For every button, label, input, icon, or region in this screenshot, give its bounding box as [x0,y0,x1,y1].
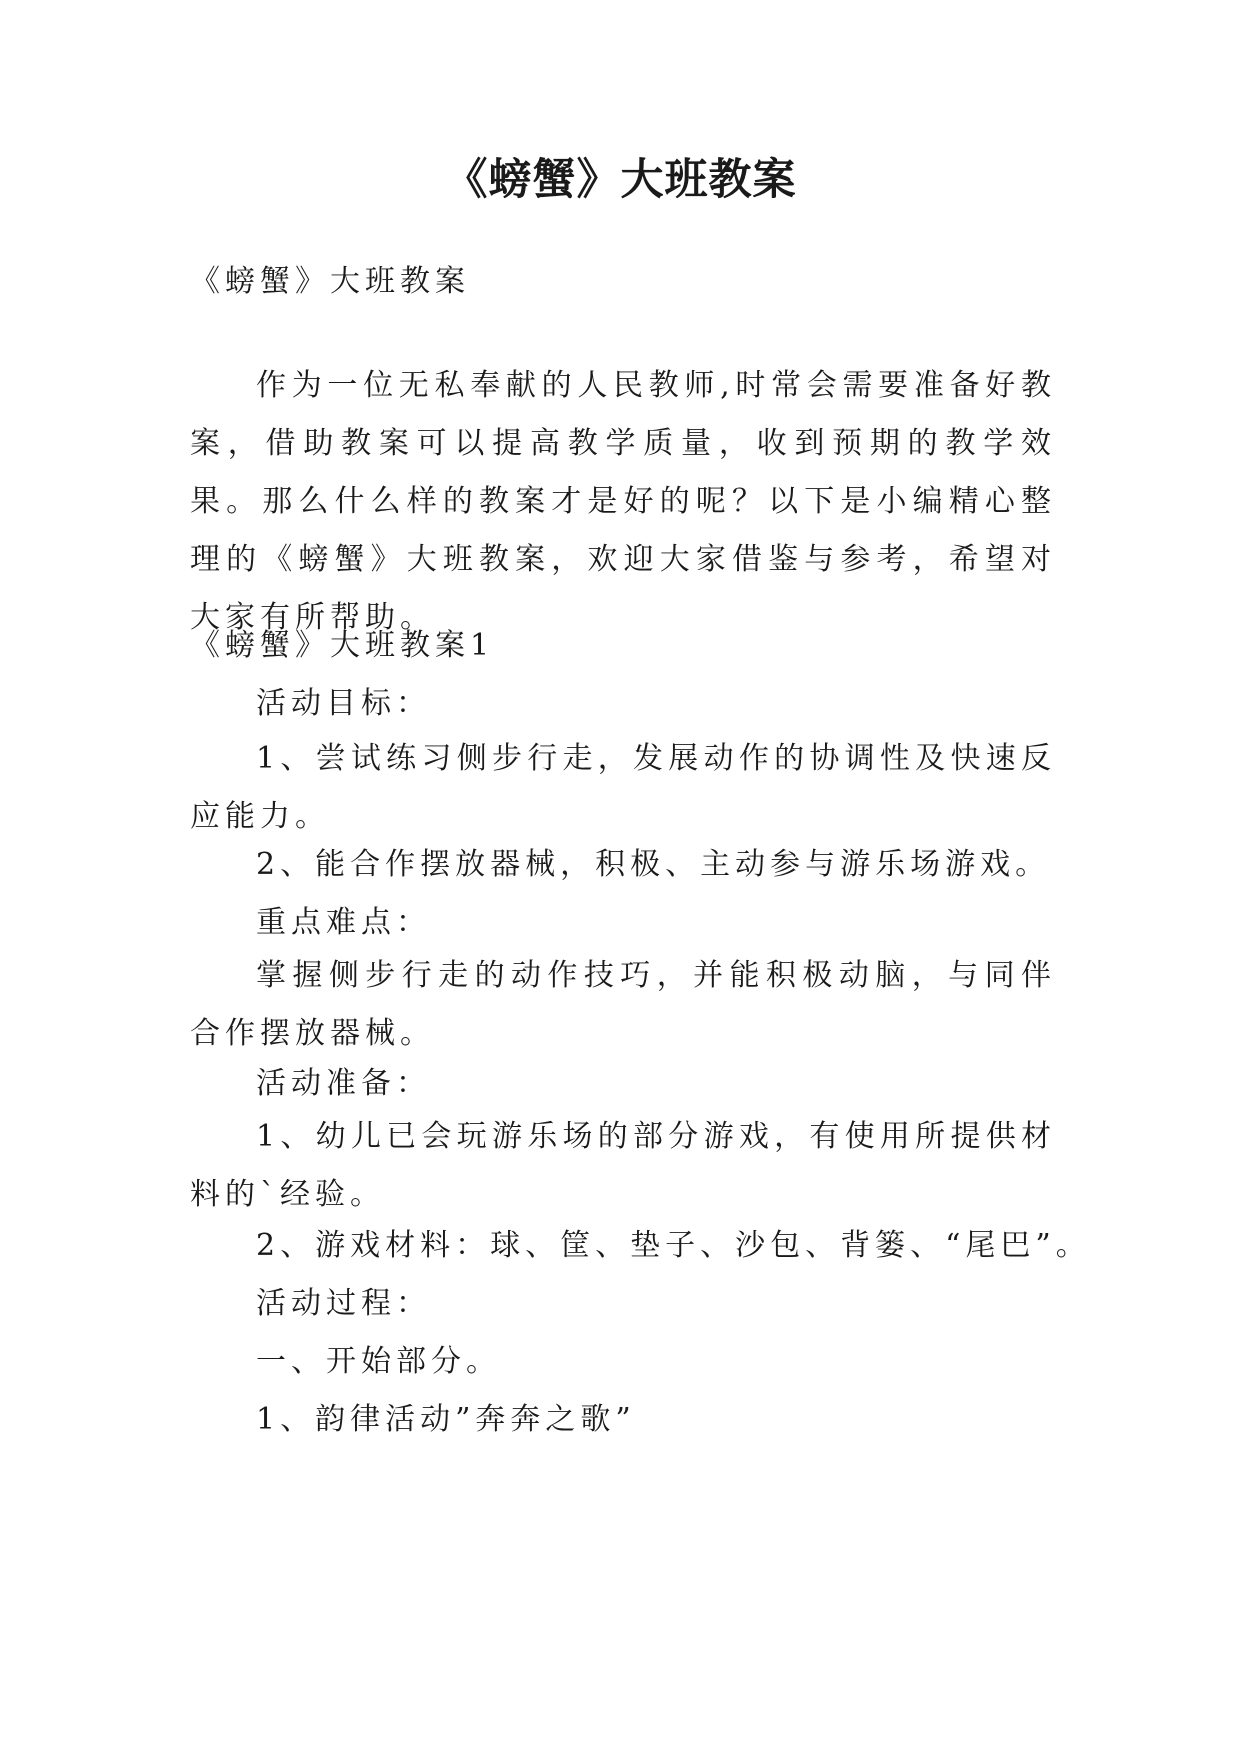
prep-label: 活动准备： [256,1066,431,1101]
prep-item-1: 1、幼儿已会玩游乐场的部分游戏，有使用所提供材料的`经验。 [190,1119,1056,1212]
intro-paragraph: 作为一位无私奉献的人民教师,时常会需要准备好教案，借助教案可以提高教学质量，收到预期的教学效果。那么什么样的教案才是好的呢？以下是小编精心整理的《螃蟹》大班教案，欢迎大家借鉴与参考，希望对大家有所帮助。 [190,368,1056,635]
goals-label: 活动目标： [256,686,431,721]
key-points-text: 掌握侧步行走的动作技巧，并能积极动脑，与同伴合作摆放器械。 [190,958,1056,1051]
prep-item-2: 2、游戏材料：球、筐、垫子、沙包、背篓、“尾巴”。 [256,1228,1091,1263]
process-label: 活动过程： [256,1286,431,1321]
process-step-1: 1、韵律活动”奔奔之歌” [256,1402,636,1437]
section-heading: 《螃蟹》大班教案1 [190,628,495,663]
process-part-1: 一、开始部分。 [256,1344,501,1379]
document-title: 《螃蟹》大班教案 [444,155,797,205]
key-points-label: 重点难点： [256,905,431,940]
document-subtitle: 《螃蟹》大班教案 [190,264,470,299]
goal-item-1: 1、尝试练习侧步行走，发展动作的协调性及快速反应能力。 [190,741,1056,834]
goal-item-2: 2、能合作摆放器械，积极、主动参与游乐场游戏。 [256,847,1051,882]
